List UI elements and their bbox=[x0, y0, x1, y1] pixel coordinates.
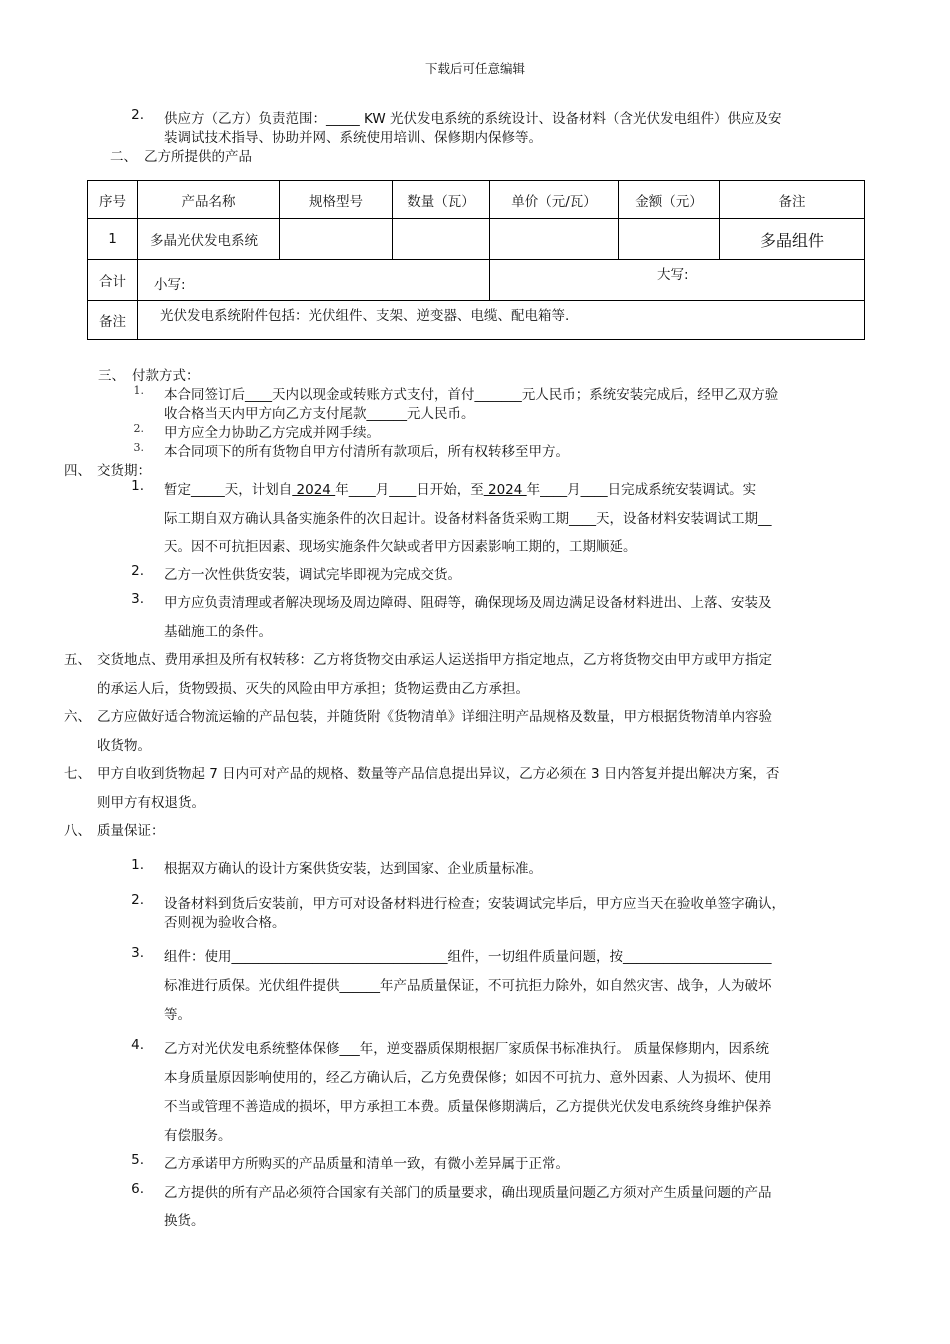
product-table bbox=[87, 180, 865, 340]
payment-item-1-line-1: 本合同签订后____天内以现金或转账方式支付，首付_______元人民币；系统安装完成后，经甲乙双方验 bbox=[164, 387, 779, 403]
header-cell: 金额（元） bbox=[619, 181, 720, 219]
payment-item-1-line-2: 收合格当天内甲方向乙方支付尾款______元人民币。 bbox=[164, 406, 475, 422]
quality-item-4-line-4: 有偿服务。 bbox=[164, 1128, 232, 1144]
quality-item-3-line-2: 标准进行质保。光伏组件提供______年产品质量保证，不可抗拒力除外，如自然灾害、战争，人为破坏 bbox=[164, 978, 772, 994]
delivery-item-1-line-3: 天。因不可抗拒因素、现场实施条件欠缺或者甲方因素影响工期的，工期顺延。 bbox=[164, 539, 637, 555]
total-lowercase-cell: 小写: bbox=[138, 260, 490, 301]
total-row bbox=[88, 260, 865, 301]
note-row bbox=[88, 301, 865, 340]
quantity-cell bbox=[393, 219, 490, 260]
page-header: 下载后可任意编辑 bbox=[424, 61, 525, 76]
section-4-number: 四、 bbox=[64, 463, 91, 479]
delivery-item-number: 3. bbox=[131, 591, 144, 607]
quality-item-4-line-2: 本身质量原因影响使用的，经乙方确认后，乙方免费保修；如因不可抗力、意外因素、人为损坏、使用 bbox=[164, 1070, 772, 1086]
total-uppercase-cell: 大写: bbox=[490, 260, 865, 301]
note-label-cell: 备注 bbox=[88, 301, 138, 340]
quality-item-4-line-1: 乙方对光伏发电系统整体保修___年，逆变器质保期根据厂家质保书标准执行。 质量保修期内，因系统 bbox=[164, 1041, 770, 1057]
row-number-cell: 1 bbox=[88, 219, 138, 260]
amount-cell bbox=[619, 219, 720, 260]
section-7-number: 七、 bbox=[64, 766, 91, 782]
payment-item-number: 3. bbox=[133, 441, 144, 454]
delivery-item-1-line-1 bbox=[164, 478, 756, 498]
section-6-line-2: 收货物。 bbox=[97, 738, 151, 754]
quality-item-6-line-1: 乙方提供的所有产品必须符合国家有关部门的质量要求，确出现质量问题乙方须对产生质量问题的产品 bbox=[164, 1185, 772, 1201]
quality-item-4-line-3: 不当或管理不善造成的损坏，甲方承担工本费。质量保修期满后，乙方提供光伏发电系统终身维护保养 bbox=[164, 1099, 772, 1115]
quality-item-number: 5. bbox=[131, 1152, 144, 1168]
table-row bbox=[88, 219, 865, 260]
scope-number: 2. bbox=[131, 107, 144, 123]
header-cell: 数量（瓦） bbox=[393, 181, 490, 219]
header-cell: 产品名称 bbox=[138, 181, 280, 219]
quality-item-number: 4. bbox=[131, 1037, 144, 1053]
quality-item-number: 2. bbox=[131, 892, 144, 908]
section-5-line-1: 交货地点、费用承担及所有权转移：乙方将货物交由承运人运送指甲方指定地点，乙方将货物交由甲方或甲方指定 bbox=[97, 652, 772, 668]
end-year: 2024 bbox=[483, 482, 527, 498]
section-6-number: 六、 bbox=[64, 709, 91, 725]
delivery-text-part: 年____月____日完成系统安装调试。实 bbox=[526, 482, 757, 498]
delivery-item-number: 1. bbox=[131, 478, 144, 494]
delivery-item-2-line-1: 乙方一次性供货安装，调试完毕即视为完成交货。 bbox=[164, 567, 461, 583]
total-label-cell: 合计 bbox=[88, 260, 138, 301]
scope-line-2: 装调试技术指导、协助并网、系统使用培训、保修期内保修等。 bbox=[164, 130, 542, 146]
scope-line-1: 供应方（乙方）负责范围：_____ KW 光伏发电系统的系统设计、设备材料（含光伏发电组件）供应及安 bbox=[164, 111, 782, 127]
quality-item-number: 6. bbox=[131, 1181, 144, 1197]
section-5-number: 五、 bbox=[64, 652, 91, 668]
quality-item-number: 1. bbox=[131, 857, 144, 873]
section-7-line-1: 甲方自收到货物起 7 日内可对产品的规格、数量等产品信息提出异议，乙方必须在 3 日内答复并提出解决方案，否 bbox=[97, 766, 780, 782]
payment-item-number: 2. bbox=[133, 422, 144, 435]
header-cell: 备注 bbox=[720, 181, 865, 219]
section-6-line-1: 乙方应做好适合物流运输的产品包装，并随货附《货物清单》详细注明产品规格及数量，甲方根据货物清单内容验 bbox=[97, 709, 772, 725]
delivery-item-3-line-1: 甲方应负责清理或者解决现场及周边障碍、阻碍等，确保现场及周边满足设备材料进出、上落、安装及 bbox=[164, 595, 772, 611]
product-name-cell: 多晶光伏发电系统 bbox=[138, 219, 280, 260]
delivery-item-1-line-2: 际工期自双方确认具备实施条件的次日起计。设备材料备货采购工期____天，设备材料安装调试工期__ bbox=[164, 511, 772, 527]
quality-item-3-line-1: 组件：使用________________________________组件，一切组件质量问题，按______________________ bbox=[164, 949, 772, 965]
section-2-title: 乙方所提供的产品 bbox=[144, 149, 252, 165]
quality-item-5-line-1: 乙方承诺甲方所购买的产品质量和清单一致，有微小差异属于正常。 bbox=[164, 1156, 569, 1172]
note-text-cell: 光伏发电系统附件包括：光伏组件、支架、逆变器、电缆、配电箱等. bbox=[138, 301, 865, 340]
delivery-item-3-line-2: 基础施工的条件。 bbox=[164, 624, 272, 640]
quality-item-1-line-1: 根据双方确认的设计方案供货安装，达到国家、企业质量标准。 bbox=[164, 861, 542, 877]
quality-item-3-line-3: 等。 bbox=[164, 1007, 191, 1023]
delivery-item-number: 2. bbox=[131, 563, 144, 579]
quality-item-2-line-1: 设备材料到货后安装前，甲方可对设备材料进行检查；安装调试完毕后，甲方应当天在验收单签字确认， bbox=[164, 896, 785, 912]
remark-cell: 多晶组件 bbox=[720, 219, 865, 260]
section-2-number: 二、 bbox=[110, 149, 137, 165]
section-8-title: 质量保证： bbox=[97, 823, 165, 839]
section-7-line-2: 则甲方有权退货。 bbox=[97, 795, 205, 811]
spec-cell bbox=[280, 219, 393, 260]
section-5-line-2: 的承运人后，货物毁损、灭失的风险由甲方承担；货物运费由乙方承担。 bbox=[97, 681, 529, 697]
start-year: 2024 bbox=[292, 482, 336, 498]
payment-item-2-line-1: 甲方应全力协助乙方完成并网手续。 bbox=[164, 425, 380, 441]
header-cell: 规格型号 bbox=[280, 181, 393, 219]
quality-item-6-line-2: 换货。 bbox=[164, 1213, 205, 1229]
payment-item-number: 1. bbox=[133, 384, 144, 397]
quality-item-number: 3. bbox=[131, 945, 144, 961]
section-4-title: 交货期： bbox=[97, 463, 151, 479]
delivery-text-part: 暂定_____天，计划自 bbox=[164, 482, 293, 498]
table-header-row bbox=[88, 181, 865, 219]
section-8-number: 八、 bbox=[64, 823, 91, 839]
section-3-title: 付款方式： bbox=[132, 368, 200, 384]
header-cell: 序号 bbox=[88, 181, 138, 219]
delivery-text-part: 年____月____日开始，至 bbox=[335, 482, 484, 498]
quality-item-2-line-2: 否则视为验收合格。 bbox=[164, 915, 286, 931]
header-cell: 单价（元/瓦） bbox=[490, 181, 619, 219]
unit-price-cell bbox=[490, 219, 619, 260]
section-3-number: 三、 bbox=[98, 368, 125, 384]
payment-item-3-line-1: 本合同项下的所有货物自甲方付清所有款项后，所有权转移至甲方。 bbox=[164, 444, 569, 460]
